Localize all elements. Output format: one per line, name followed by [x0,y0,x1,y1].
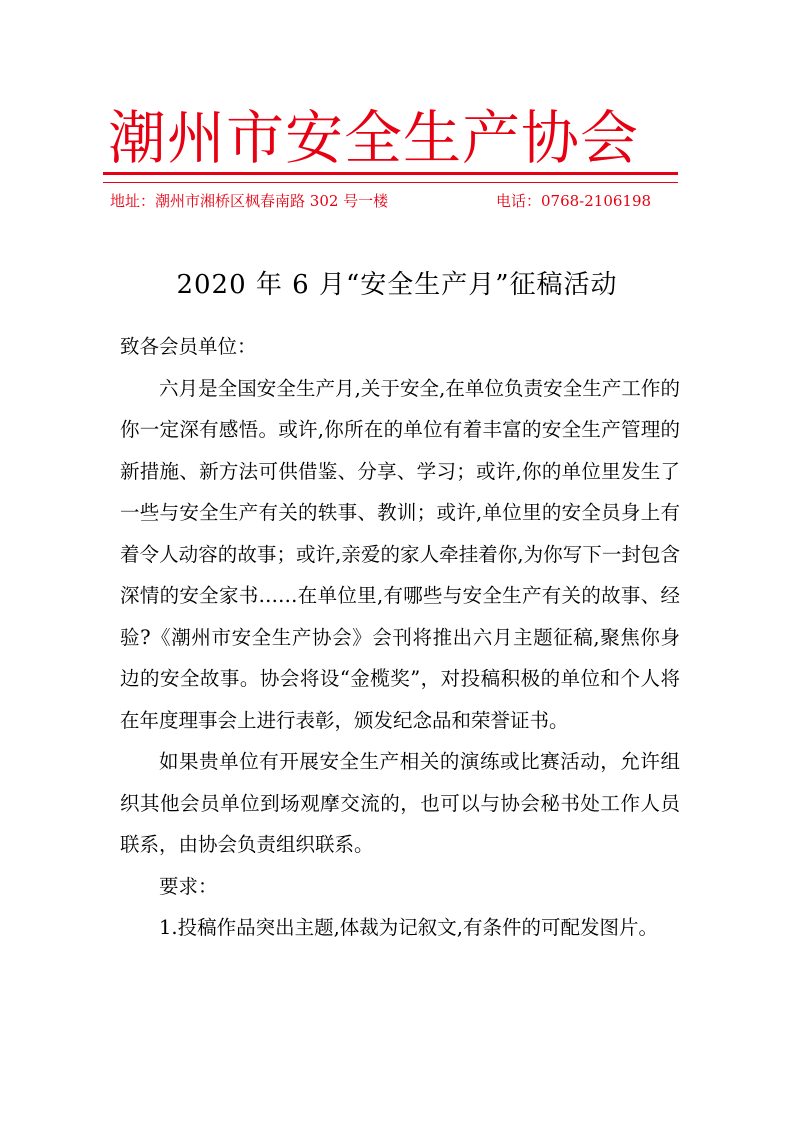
letterhead-phone: 电话：0768-2106198 [496,192,652,210]
body-paragraph-2: 如果贵单位有开展安全生产相关的演练或比赛活动，允许组织其他会员单位到场观摩交流的，也可以与协会秘书处工作人员联系，由协会负责组织联系。 [120,750,680,856]
letterhead-rule-thin [103,182,678,183]
requirement-item-1: 1.投稿作品突出主题,体裁为记叙文,有条件的可配发图片。 [159,916,659,939]
letterhead-contact [110,190,680,212]
salutation: 致各会员单位： [120,335,257,358]
document-body [120,326,680,949]
requirements-heading: 要求： [159,874,218,898]
letterhead-address: 地址：潮州市湘桥区枫春南路 302 号一楼 [110,192,389,210]
letterhead-org-name: 潮州市安全生产协会 [108,104,640,172]
document-title: 2020 年 6 月“安全生产月”征稿活动 [176,270,618,300]
letterhead-rule-thick [103,172,678,175]
body-paragraph-1: 六月是全国安全生产月,关于安全,在单位负责安全生产工作的你一定深有感悟。或许,你所在的单位有着丰富的安全生产管理的新措施、新方法可供借鉴、分享、学习；或许,你的单位里发生了一些与安全生产有关的轶事、教训；或许,单位里的安全员身上有着令人动容的故事；或许,亲爱的家人牵挂着你,为你写下一封包含深情的安全家书……在单位里,有哪些与安全生产有关的故事、经验?《潮州市安全生产协会》会刊将推出六月主题征稿,聚焦你身边的安全故事。协会将设“金榄奖”，对投稿积极的单位和个人将在年度理事会上进行表彰，颁发纪念品和荣誉证书。 [120,376,680,732]
